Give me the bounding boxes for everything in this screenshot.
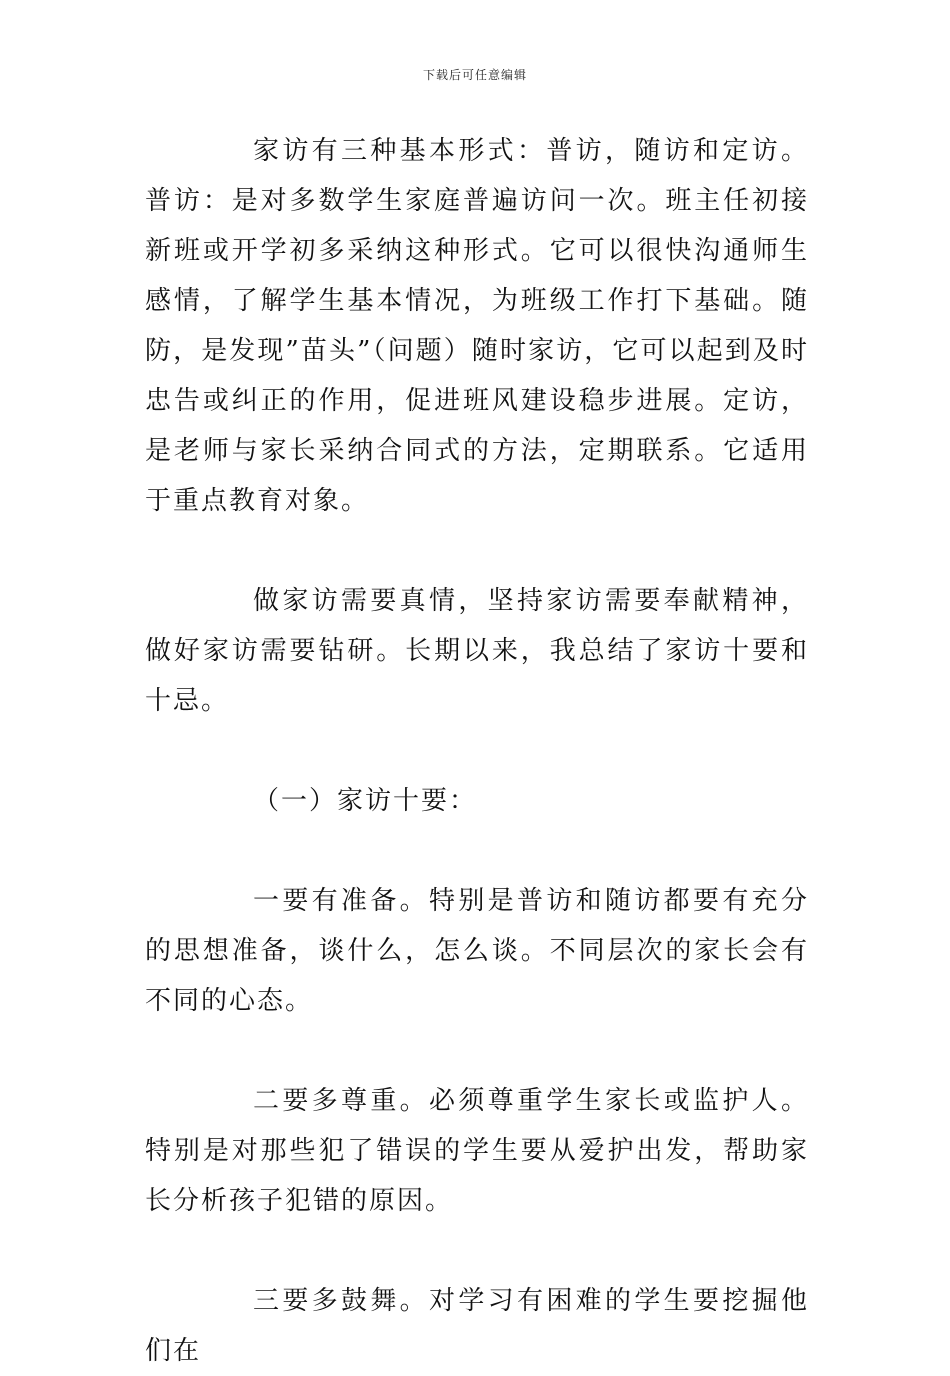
- paragraph-gap: [145, 1026, 809, 1076]
- document-body: [145, 126, 809, 1376]
- page-header-note: 下载后可任意编辑: [422, 68, 527, 82]
- paragraph-item-two: 二要多尊重。必须尊重学生家长或监护人。特别是对那些犯了错误的学生要从爱护出发，帮助家长分析孩子犯错的原因。: [145, 1086, 809, 1216]
- paragraph-visit-forms: 家访有三种基本形式：普访，随访和定访。普访：是对多数学生家庭普遍访问一次。班主任初接新班或开学初多采纳这种形式。它可以很快沟通师生感情，了解学生基本情况，为班级工作打下基础。随防，是发现”苗头”（问题）随时家访，它可以起到及时忠告或纠正的作用，促进班风建设稳步进展。定访，是老师与家长采纳合同式的方法，定期联系。它适用于重点教育对象。: [145, 136, 809, 516]
- paragraph-gap: [145, 726, 809, 776]
- paragraph-visit-principles: 做家访需要真情，坚持家访需要奉献精神，做好家访需要钻研。长期以来，我总结了家访十要和十忌。: [145, 586, 809, 716]
- paragraph-item-three: 三要多鼓舞。对学习有困难的学生要挖掘他们在: [145, 1286, 809, 1366]
- section-heading-ten-dos: （一）家访十要：: [253, 786, 478, 816]
- paragraph-gap: [145, 826, 809, 876]
- paragraph-gap: [145, 526, 809, 576]
- paragraph-gap: [145, 1226, 809, 1276]
- paragraph-item-one: 一要有准备。特别是普访和随访都要有充分的思想准备，谈什么，怎么谈。不同层次的家长会有不同的心态。: [145, 886, 809, 1016]
